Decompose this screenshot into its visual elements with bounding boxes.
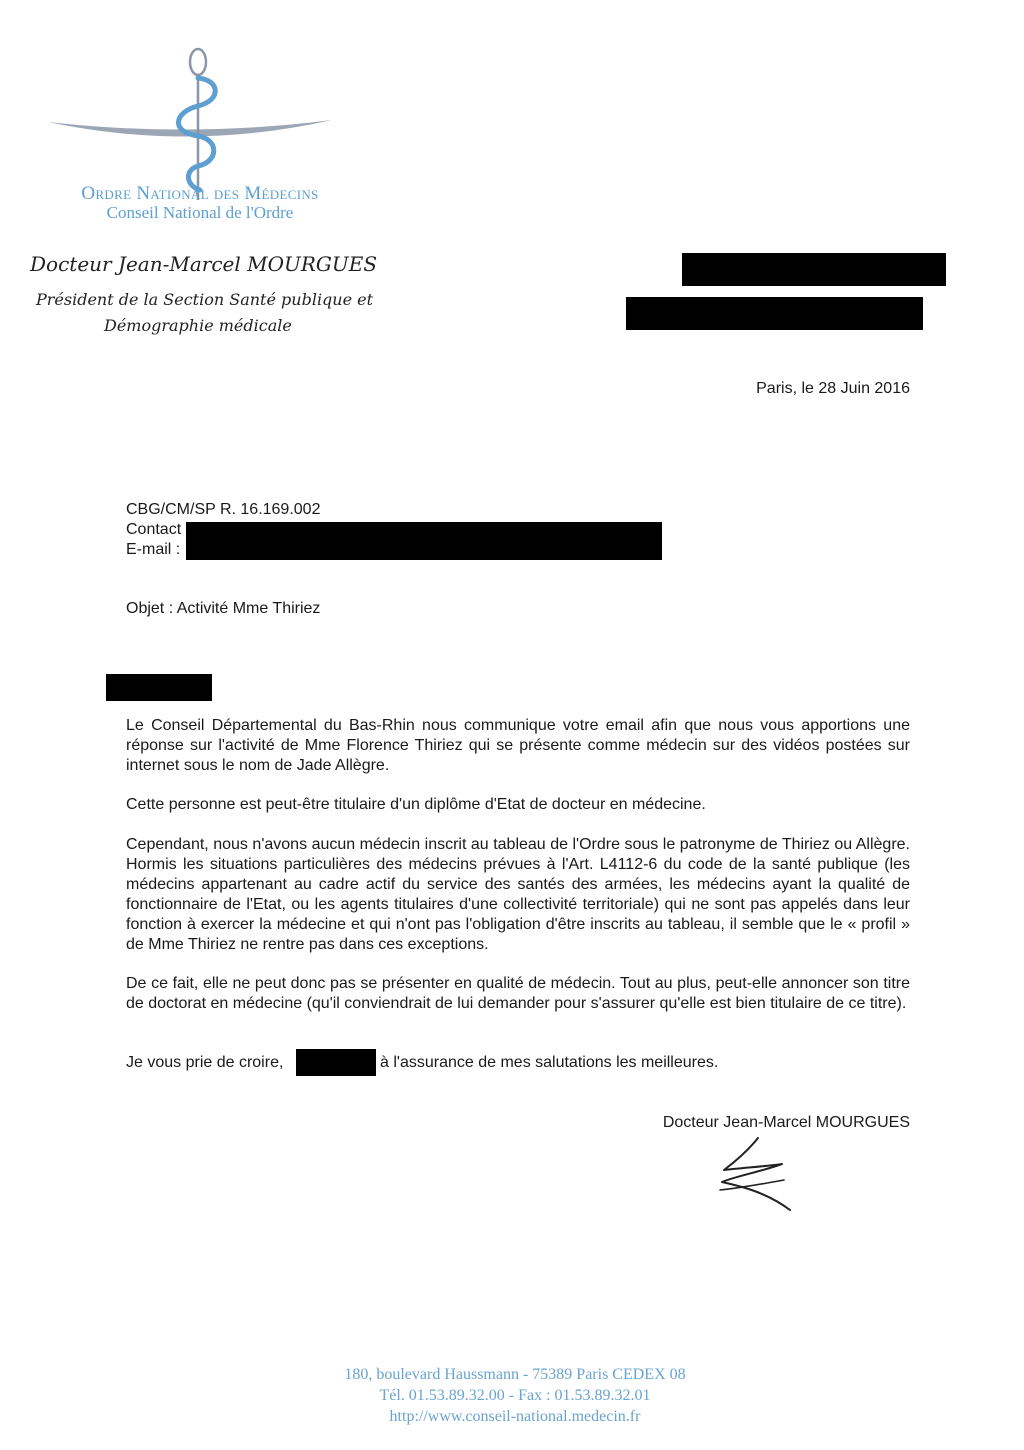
contact-label: Contact — [126, 521, 182, 538]
redaction-contact — [186, 522, 662, 560]
redaction-recipient-line1 — [682, 253, 946, 286]
handwritten-signature — [700, 1130, 810, 1220]
subject-line: Objet : Activité Mme Thiriez — [126, 600, 321, 617]
sender-title-line1: Président de la Section Santé publique et — [36, 290, 374, 309]
body-paragraph-2: Cette personne est peut-être titulaire d'un diplôme d'Etat de docteur en médecine. — [126, 796, 706, 813]
sender-title-line2: Démographie médicale — [104, 316, 292, 335]
email-label: E-mail : — [126, 541, 181, 558]
signatory-name: Docteur Jean-Marcel MOURGUES — [662, 1114, 910, 1131]
logo-ring — [190, 49, 206, 75]
closing-start: Je vous prie de croire, — [126, 1054, 284, 1071]
org-subtitle: Conseil National de l'Ordre — [106, 203, 294, 222]
footer-url: http://www.conseil-national.medecin.fr — [389, 1408, 641, 1425]
org-name: Ordre National des Médecins — [81, 183, 319, 204]
closing-end: à l'assurance de mes salutations les meilleures. — [380, 1054, 719, 1071]
footer-phone: Tél. 01.53.89.32.00 - Fax : 01.53.89.32.01 — [379, 1387, 651, 1404]
body-paragraph-4: De ce fait, elle ne peut donc pas se présenter en qualité de médecin. Tout au plus, peut-elle annoncer son titre de doctorat en médecine (qu'il conviendrait de lui demander pour s'assurer qu'elle est bien titulaire de ce titre). — [126, 975, 910, 1012]
date-line: Paris, le 28 Juin 2016 — [756, 380, 910, 397]
redaction-salutation — [106, 674, 212, 701]
sender-name: Docteur Jean-Marcel MOURGUES — [30, 252, 378, 276]
redaction-closing — [296, 1049, 376, 1076]
footer-address: 180, boulevard Haussmann - 75389 Paris CEDEX 08 — [344, 1366, 686, 1383]
redaction-recipient-line2 — [626, 297, 923, 330]
reference-line: CBG/CM/SP R. 16.169.002 — [126, 501, 321, 518]
body-paragraph-1: Le Conseil Départemental du Bas-Rhin nous communique votre email afin que nous vous apportions une réponse sur l'activité de Mme Florence Thiriez qui se présente comme médecin sur des vidéos postées sur internet sous le nom de Jade Allègre. — [126, 717, 910, 774]
body-paragraph-3: Cependant, nous n'avons aucun médecin inscrit au tableau de l'Ordre sous le patronyme de Thiriez ou Allègre. Hormis les situations particulières des médecins prévues à l'Art. L4112-6 du code de la santé publique (les médecins appartenant au cadre actif du service des santés des armées, les médecins ayant la qualité de fonctionnaire de l'Etat, ou les agents titulaires d'une collectivité territoriale) qui ne sont pas appelés dans leur fonction à exercer la médecine et qui n'ont pas l'obligation d'être inscrits au tableau, il semble que le « profil » de Mme Thiriez ne rentre pas dans ces exceptions. — [126, 836, 910, 953]
